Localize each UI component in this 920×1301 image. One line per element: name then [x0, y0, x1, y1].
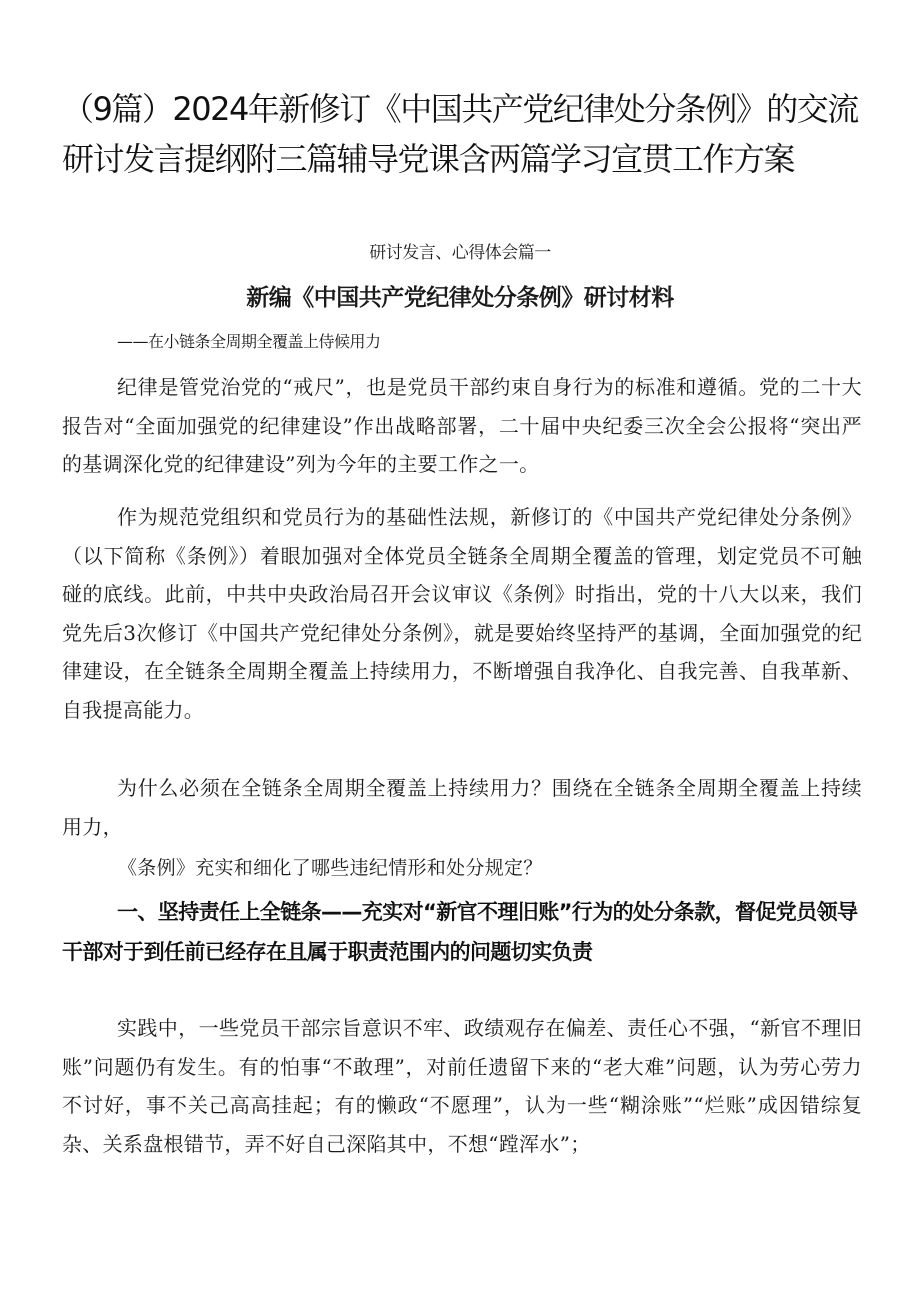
byline: ——在小链条全周期全覆盖上侍候用力: [117, 332, 381, 351]
sub-title: 新编《中国共产党纪律处分条例》研讨材料: [246, 285, 674, 311]
document-title: （9篇）2024年新修订《中国共产党纪律处分条例》的交流研讨发言提纲附三篇辅导党课含两篇学习宣贯工作方案: [62, 90, 858, 178]
paragraph: 《条例》充实和细化了哪些违纪情形和处分规定？: [118, 857, 543, 879]
paragraph: 纪律是管党治党的“戒尺”，也是党员干部约束自身行为的标准和遵循。党的二十大报告对“全面加强党的纪律建设”作出战略部署，二十届中央纪委三次全会公报将“突出严的基调深化党的纪律建设”列为今年的主要工作之一。: [62, 375, 862, 476]
paragraph: 为什么必须在全链条全周期全覆盖上持续用力？围绕在全链条全周期全覆盖上持续用力，: [62, 776, 862, 839]
section-label: 研讨发言、心得体会篇一: [369, 243, 551, 263]
paragraph: 实践中，一些党员干部宗旨意识不牢、政绩观存在偏差、责任心不强，“新官不理旧账”问题仍有发生。有的怕事“不敢理”，对前任遗留下来的“老大难”问题，认为劳心劳力不讨好，事不关己高高挂起；有的懒政“不愿理”，认为一些“糊涂账”“烂账”成因错综复杂、关系盘根错节，弄不好自己深陷其中，不想“蹚浑水”；: [62, 1016, 862, 1156]
paragraph: 作为规范党组织和党员行为的基础性法规，新修订的《中国共产党纪律处分条例》（以下简称《条例》）着眼加强对全体党员全链条全周期全覆盖的管理，划定党员不可触碰的底线。此前，中共中央政治局召开会议审议《条例》时指出，党的十八大以来，我们党先后3次修订《中国共产党纪律处分条例》，就是要始终坚持严的基调，全面加强党的纪律建设，在全链条全周期全覆盖上持续用力，不断增强自我净化、自我完善、自我革新、自我提高能力。: [62, 505, 862, 722]
section-heading: 一、坚持责任上全链条——充实对“新官不理旧账”行为的处分条款，督促党员领导干部对于到任前已经存在且属于职责范围内的问题切实负责: [62, 900, 858, 964]
